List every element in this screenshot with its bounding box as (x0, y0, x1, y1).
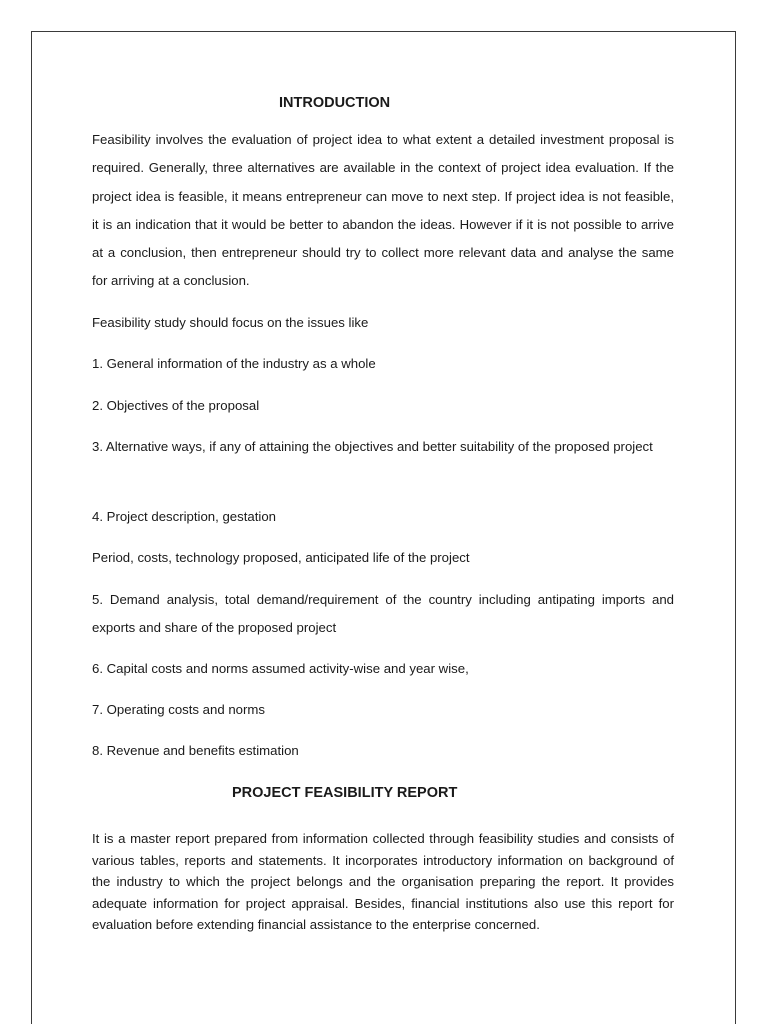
report-paragraph: It is a master report prepared from information collected through feasibility studies and consists of various tables, reports and statements. It incorporates introductory information on background of the industry to which the project belongs and the organisation preparing the report. It provides adequate information for project appraisal. Besides, financial institutions also use this report for evaluation before extending financial assistance to the enterprise concerned. (92, 831, 674, 933)
issue-item-6: 6. Capital costs and norms assumed activity-wise and year wise, (92, 661, 469, 676)
introduction-heading: INTRODUCTION (279, 95, 391, 111)
issue-item-4-continuation: Period, costs, technology proposed, anticipated life of the project (92, 550, 470, 565)
issue-item-4: 4. Project description, gestation (92, 509, 276, 524)
issue-item-7: 7. Operating costs and norms (92, 702, 265, 717)
issue-item-8: 8. Revenue and benefits estimation (92, 743, 299, 758)
issue-item-3: 3. Alternative ways, if any of attaining the objectives and better suitability of the proposed project (92, 439, 653, 454)
focus-lead-text: Feasibility study should focus on the issues like (92, 315, 369, 330)
issue-item-2: 2. Objectives of the proposal (92, 398, 260, 413)
project-feasibility-report-heading: PROJECT FEASIBILITY REPORT (232, 785, 458, 801)
issue-item-5: 5. Demand analysis, total demand/requirement of the country including antipating imports and exports and share of the proposed project (92, 592, 674, 636)
issue-item-1: 1. General information of the industry as a whole (92, 356, 376, 371)
introduction-paragraph: Feasibility involves the evaluation of project idea to what extent a detailed investment proposal is required. Generally, three alternatives are available in the context of project idea evaluation. If the project idea is feasible, it means entrepreneur can move to next step. If project idea is not feasible, it is an indication that it would be better to abandon the ideas. However if it is not possible to arrive at a conclusion, then entrepreneur should try to collect more relevant data and analyse the same for arriving at a conclusion. (92, 132, 674, 289)
